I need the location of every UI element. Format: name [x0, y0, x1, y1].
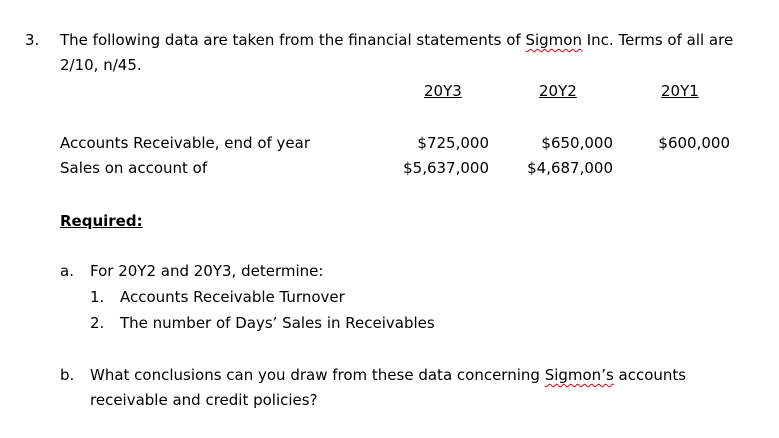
- ar-20y3-value: $725,000: [417, 134, 489, 152]
- part-b-marker: b.: [60, 366, 75, 384]
- company-name: Sigmon: [525, 31, 582, 49]
- part-b-line-1: [90, 366, 686, 384]
- part-b-text-end: accounts: [613, 366, 687, 384]
- part-a-text: For 20Y2 and 20Y3, determine:: [90, 262, 324, 280]
- ar-20y1-value: $600,000: [658, 134, 730, 152]
- item-2-text: The number of Days’ Sales in Receivables: [120, 314, 435, 332]
- terms-text: 2/10, n/45.: [60, 56, 142, 74]
- intro-text-start: The following data are taken from the financial statements of: [60, 31, 526, 49]
- column-header-20y1: 20Y1: [661, 82, 699, 100]
- row-label-sales-on-account: Sales on account of: [60, 159, 208, 177]
- part-a-marker: a.: [60, 262, 74, 280]
- column-header-20y3: 20Y3: [424, 82, 462, 100]
- row-label-accounts-receivable: Accounts Receivable, end of year: [60, 134, 311, 152]
- part-b-line-2: receivable and credit policies?: [90, 391, 318, 409]
- required-heading: Required:: [60, 212, 143, 230]
- item-1-text: Accounts Receivable Turnover: [120, 288, 345, 306]
- company-possessive: Sigmon’s: [544, 366, 614, 384]
- sales-20y2-value: $4,687,000: [527, 159, 613, 177]
- question-intro: [60, 31, 733, 49]
- column-header-20y2: 20Y2: [539, 82, 577, 100]
- item-2-marker: 2.: [90, 314, 105, 332]
- intro-text-end: Inc. Terms of all are: [581, 31, 734, 49]
- sales-20y3-value: $5,637,000: [403, 159, 489, 177]
- ar-20y2-value: $650,000: [541, 134, 613, 152]
- part-b-text-start: What conclusions can you draw from these data concerning: [90, 366, 545, 384]
- question-number: 3.: [25, 31, 40, 49]
- item-1-marker: 1.: [90, 288, 105, 306]
